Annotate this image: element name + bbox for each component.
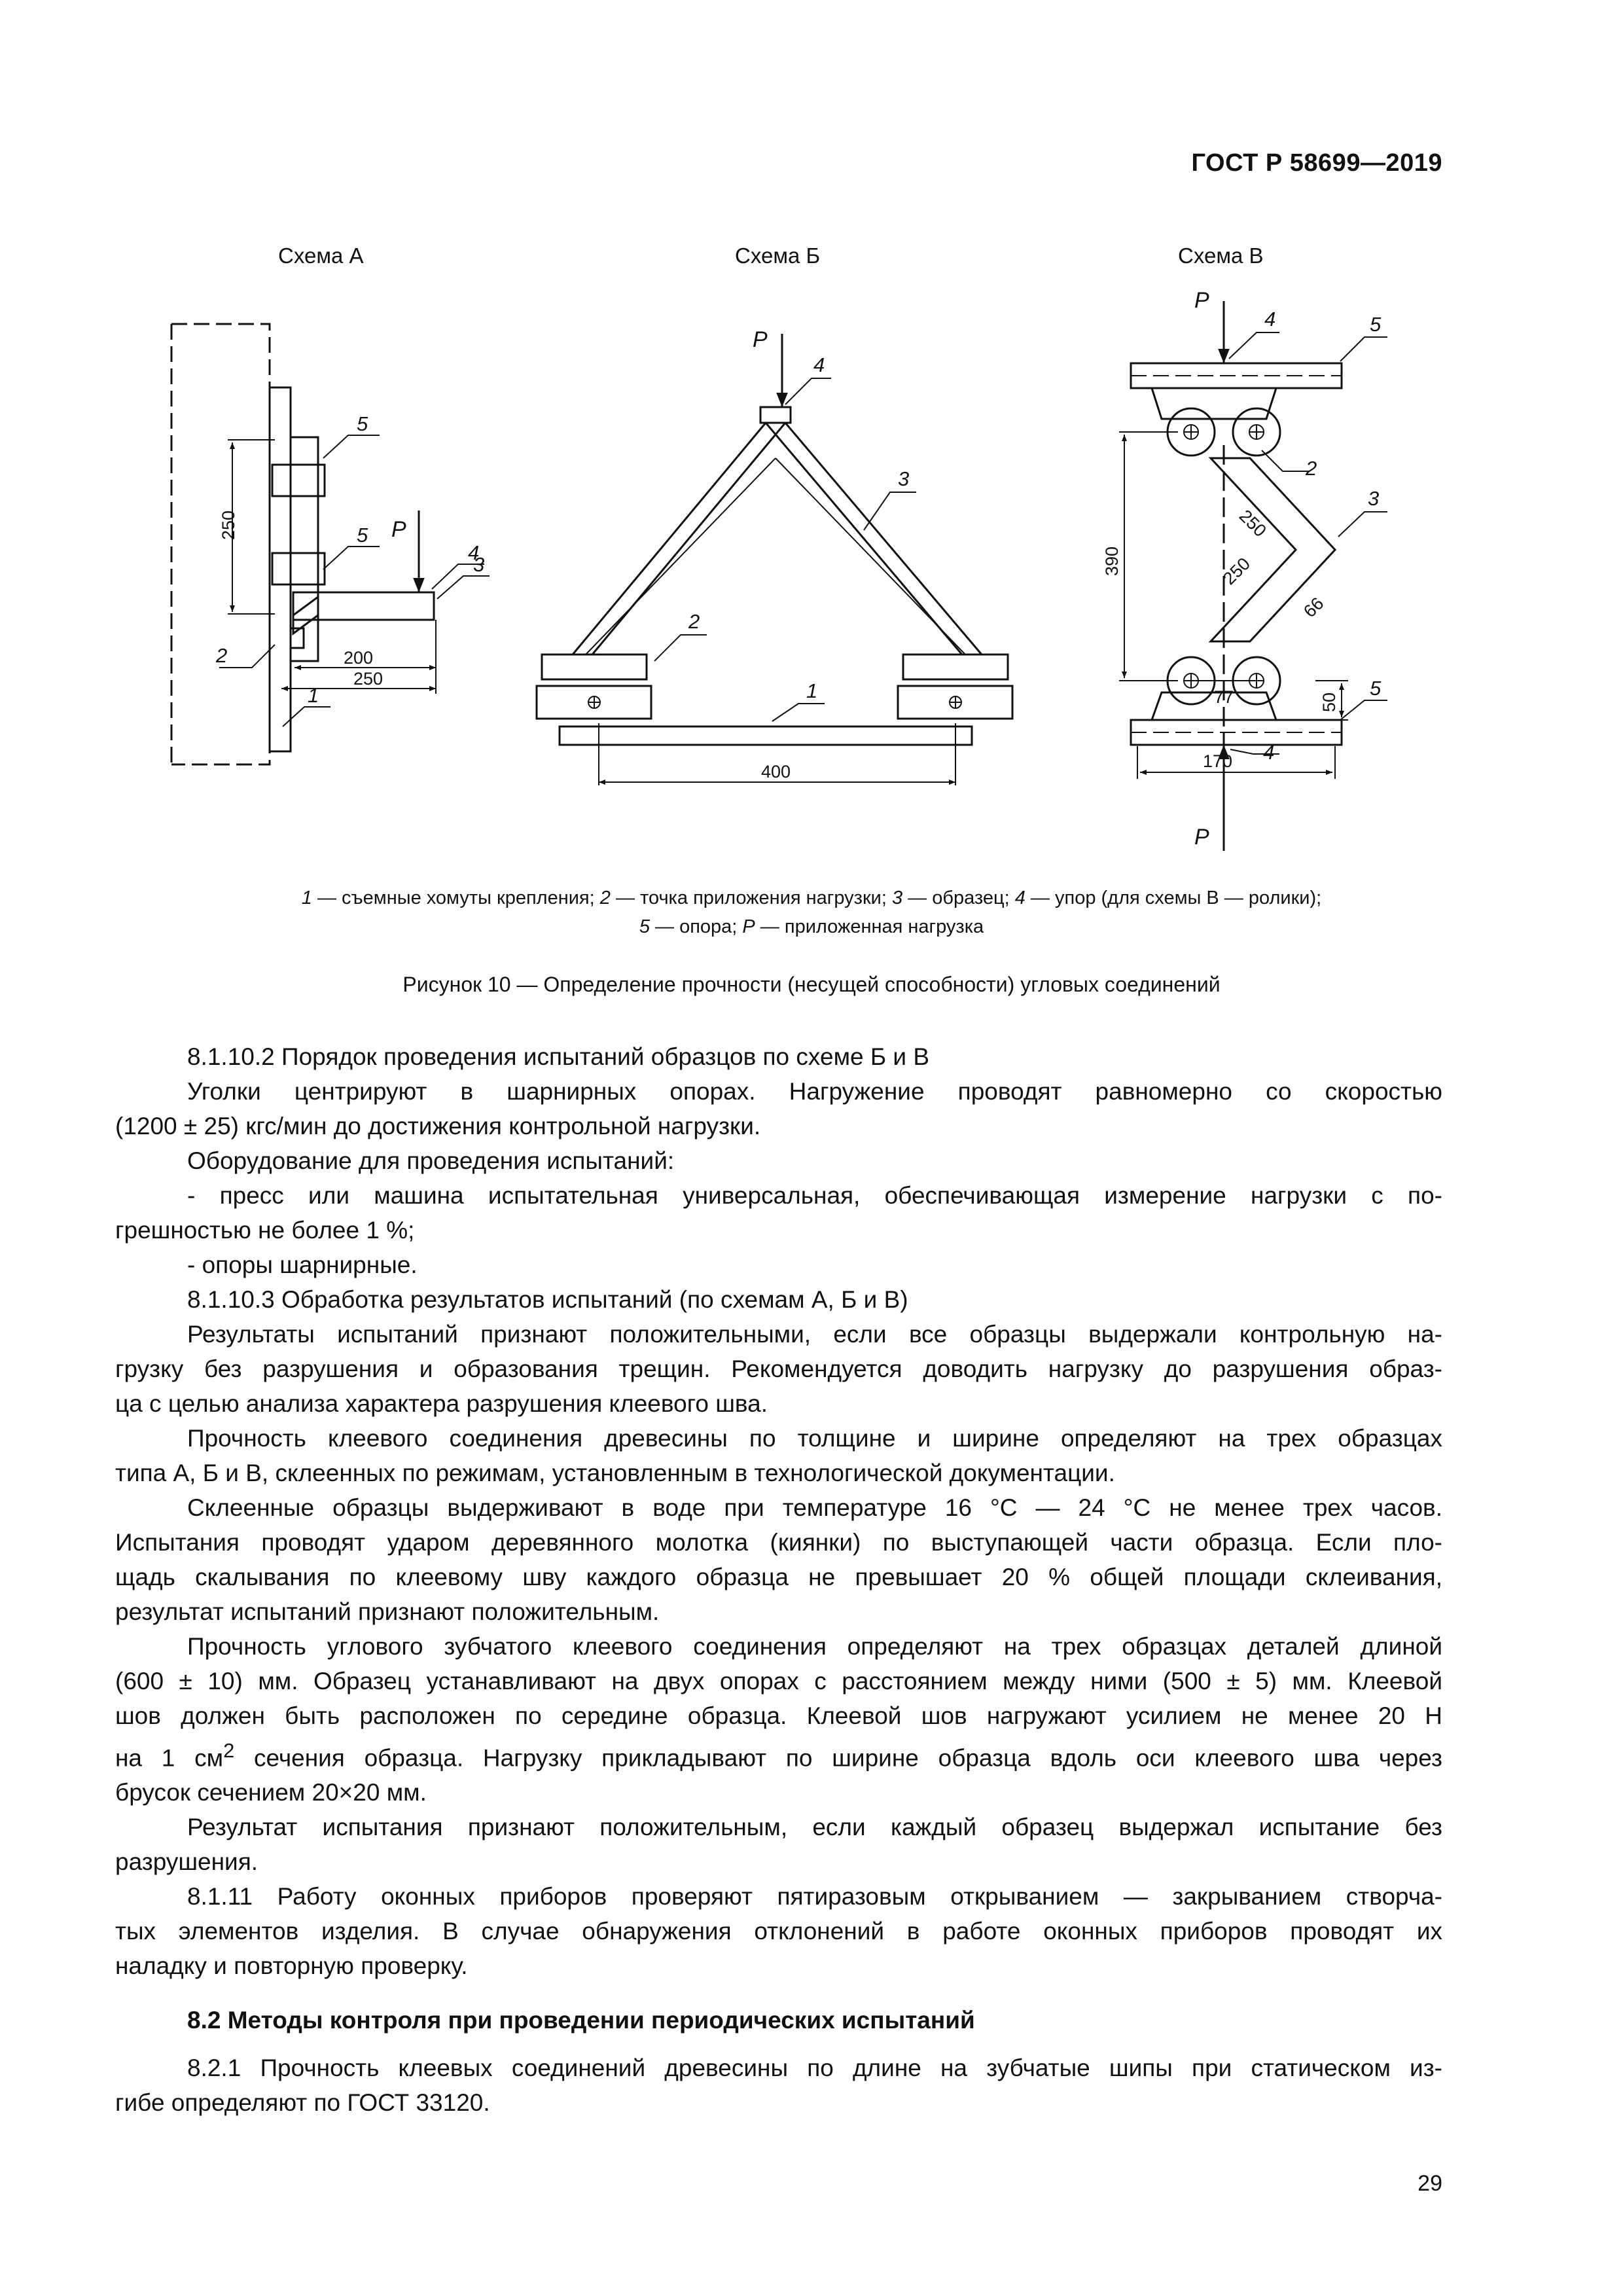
- figure-legend: [0, 884, 1623, 941]
- scheme-v-title: Схема В: [1178, 243, 1264, 268]
- paragraph-line: гибе определяют по ГОСТ 33120.: [115, 2089, 490, 2117]
- paragraph-line: тых элементов изделия. В случае обнаружения отклонений в работе оконных приборов проводят их: [115, 1918, 1442, 1945]
- scheme-b-label-3: 3: [898, 467, 910, 490]
- paragraph-line: Прочность углового зубчатого клеевого соединения определяют на трех образцах деталей длиной: [187, 1633, 1442, 1660]
- scheme-v-label-3: 3: [1368, 487, 1380, 510]
- scheme-a-label-3: 3: [473, 553, 485, 576]
- paragraph-line: грешностью не более 1 %;: [115, 1217, 415, 1244]
- paragraph-line: брусок сечением 20×20 мм.: [115, 1779, 427, 1806]
- scheme-v-label-4-top: 4: [1264, 308, 1276, 331]
- scheme-b-label-4: 4: [813, 353, 825, 376]
- scheme-v-label-5-bottom: 5: [1370, 677, 1382, 700]
- paragraph-line: Прочность клеевого соединения древесины по толщине и ширине определяют на трех образцах: [187, 1425, 1442, 1452]
- scheme-a-label-4: 4: [468, 541, 480, 564]
- scheme-a-label-5-mid: 5: [357, 524, 368, 547]
- legend-line-2: 5 — опора; P — приложенная нагрузка: [639, 916, 984, 937]
- document-header: ГОСТ Р 58699—2019: [1191, 149, 1442, 177]
- scheme-v-drawing: [1119, 301, 1387, 851]
- scheme-v-dim-77: 77: [1214, 687, 1234, 707]
- scheme-a-label-2: 2: [216, 644, 228, 667]
- scheme-v-dim-250-a: 250: [1235, 506, 1270, 541]
- scheme-v-dim-170: 170: [1203, 751, 1233, 771]
- section-heading-8-2: 8.2 Методы контроля при проведении периодических испытаний: [187, 2007, 975, 2034]
- scheme-a-label-5-top: 5: [357, 412, 368, 435]
- paragraph-line: Результаты испытаний признают положительными, если все образцы выдержали контрольную на-: [187, 1321, 1442, 1348]
- scheme-v-label-5-top: 5: [1370, 313, 1382, 336]
- paragraph-line: разрушения.: [115, 1848, 259, 1876]
- scheme-b-label-p: P: [753, 327, 768, 352]
- scheme-a-dim-200: 200: [344, 648, 374, 668]
- scheme-a-dim-250-vertical: 250: [219, 510, 238, 540]
- paragraph-line: Оборудование для проведения испытаний:: [187, 1147, 675, 1174]
- paragraph-8-1-11: 8.1.11 Работу оконных приборов проверяют пятиразовым открыванием — закрыванием створча-: [187, 1883, 1442, 1910]
- scheme-a-dim-250: 250: [353, 669, 383, 689]
- legend-line-1: 1 — съемные хомуты крепления; 2 — точка приложения нагрузки; 3 — образец; 4 — упор (для схемы В — ролики);: [301, 888, 1322, 908]
- scheme-b-title: Схема Б: [735, 243, 821, 268]
- scheme-v-label-p-bottom: P: [1194, 825, 1209, 850]
- scheme-a-drawing: [171, 324, 490, 764]
- scheme-a-label-p: P: [391, 517, 406, 542]
- paragraph-line: (1200 ± 25) кгс/мин до достижения контрольной нагрузки.: [115, 1113, 761, 1139]
- scheme-b-dim-400: 400: [761, 762, 791, 781]
- scheme-b-label-2: 2: [688, 610, 700, 633]
- scheme-v-label-p-top: P: [1194, 288, 1209, 313]
- paragraph-line: (600 ± 10) мм. Образец устанавливают на двух опорах с расстоянием между ними (500 ± 5) мм. Клеевой: [115, 1668, 1442, 1695]
- scheme-a-label-1: 1: [308, 684, 319, 707]
- scheme-v-dim-390: 390: [1102, 546, 1122, 576]
- paragraph-line: щадь скалывания по клеевому шву каждого образца не превышает 20 % общей площади склеивания,: [115, 1564, 1442, 1590]
- figure-caption: Рисунок 10 — Определение прочности (несущей способности) угловых соединений: [402, 973, 1221, 996]
- scheme-v-dim-50: 50: [1319, 692, 1339, 712]
- paragraph-line: на 1 $см^2$ сечения образца. Нагрузку прикладывают по ширине образца вдоль оси клеевого шва через: [115, 1739, 1442, 1772]
- paragraph-8-1-10-2: 8.1.10.2 Порядок проведения испытаний образцов по схеме Б и В: [187, 1043, 930, 1070]
- paragraph-8-1-10-3: 8.1.10.3 Обработка результатов испытаний (по схемам А, Б и В): [187, 1286, 908, 1313]
- paragraph-line: ца с целью анализа характера разрушения клеевого шва.: [115, 1390, 768, 1417]
- paragraph-line: результат испытаний признают положительным.: [115, 1598, 660, 1625]
- paragraph-line: типа А, Б и В, склеенных по режимам, установленным в технологической документации.: [115, 1460, 1115, 1486]
- paragraph-line: - опоры шарнирные.: [187, 1251, 418, 1278]
- paragraph-line: шов должен быть расположен по середине образца. Клеевой шов нагружают усилием не менее 20 Н: [115, 1702, 1442, 1729]
- paragraph-line: Испытания проводят ударом деревянного молотка (киянки) по выступающей части образца. Если пло-: [115, 1529, 1442, 1556]
- paragraph-line: наладку и повторную проверку.: [115, 1952, 468, 1980]
- paragraph-8-2-1: 8.2.1 Прочность клеевых соединений древесины по длине на зубчатые шипы при статическом из-: [187, 2054, 1442, 2082]
- scheme-v-dim-66: 66: [1300, 593, 1328, 622]
- scheme-v-label-4-bottom: 4: [1263, 741, 1275, 764]
- paragraph-line: грузку без разрушения и образования трещин. Рекомендуется доводить нагрузку до разрушения образ-: [115, 1355, 1442, 1382]
- body-text: [115, 1039, 1442, 2120]
- figure-10-drawing: [0, 0, 1623, 870]
- page-number: 29: [1418, 2171, 1442, 2196]
- paragraph-line: Склеенные образцы выдерживают в воде при температуре 16 °С — 24 °С не менее трех часов.: [187, 1494, 1442, 1521]
- scheme-v-label-2: 2: [1306, 457, 1317, 480]
- scheme-a-title: Схема А: [278, 243, 364, 268]
- paragraph-line: Уголки центрируют в шарнирных опорах. Нагружение проводят равномерно со скоростью: [187, 1078, 1442, 1105]
- paragraph-line: - пресс или машина испытательная универсальная, обеспечивающая измерение нагрузки с по-: [187, 1182, 1442, 1209]
- paragraph-line: Результат испытания признают положительным, если каждый образец выдержал испытание без: [187, 1814, 1442, 1841]
- scheme-b-label-1: 1: [806, 679, 818, 702]
- scheme-b-drawing: [537, 334, 1012, 785]
- scheme-v-dim-250-b: 250: [1219, 554, 1255, 589]
